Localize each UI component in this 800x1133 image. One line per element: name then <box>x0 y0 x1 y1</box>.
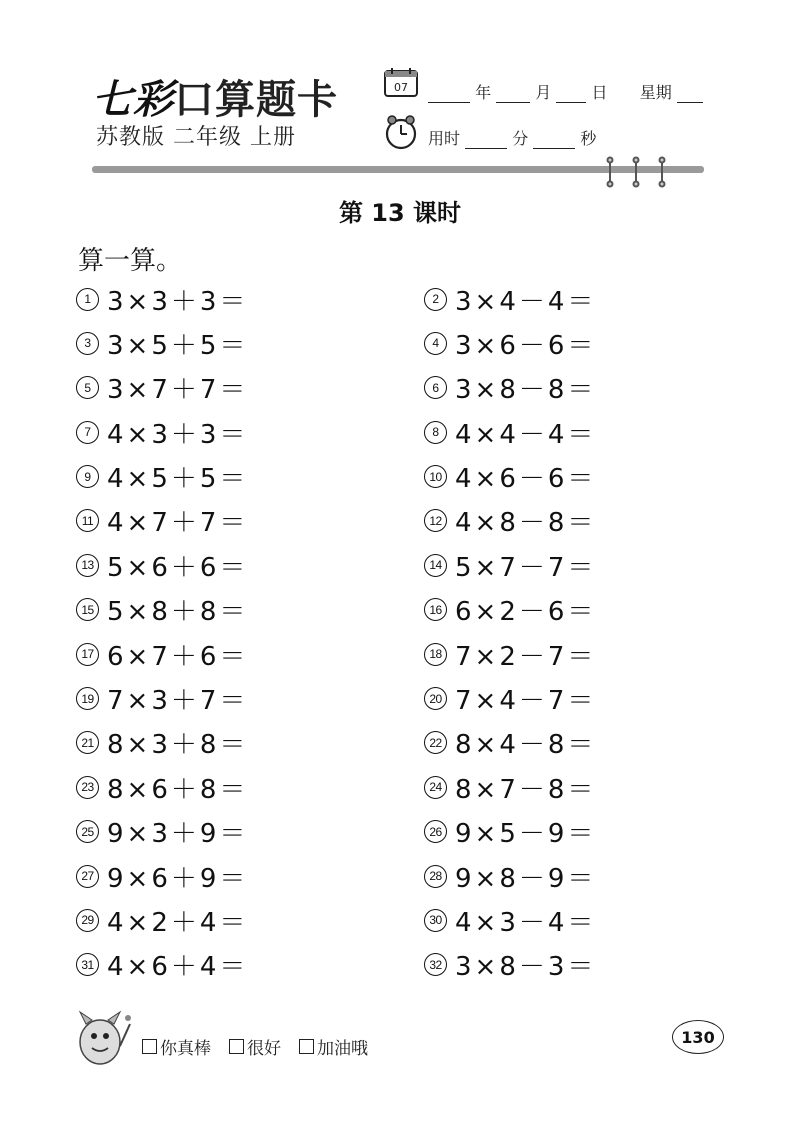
problem-number: 31 <box>76 953 99 976</box>
problem-item <box>424 371 596 405</box>
problem-number: 16 <box>424 598 447 621</box>
year-blank[interactable] <box>428 88 470 103</box>
problem-number: 7 <box>76 421 99 444</box>
problem-expression: 4×5＋5＝ <box>107 464 249 495</box>
problem-expression: 4×4－4＝ <box>455 419 597 450</box>
problem-number: 19 <box>76 687 99 710</box>
problem-row <box>76 726 636 770</box>
problem-expression: 7×3＋7＝ <box>107 686 249 717</box>
problem-row <box>76 815 636 859</box>
problem-number: 21 <box>76 731 99 754</box>
problem-number: 5 <box>76 376 99 399</box>
problem-expression: 3×3＋3＝ <box>107 286 249 317</box>
problem-expression: 8×4－8＝ <box>455 730 597 761</box>
problem-item <box>76 326 248 360</box>
problem-item <box>424 815 596 849</box>
problem-item <box>424 948 596 982</box>
problem-item <box>76 637 248 671</box>
seconds-blank[interactable] <box>533 134 575 149</box>
problem-item <box>424 903 596 937</box>
mascot-icon <box>72 1006 134 1070</box>
problem-expression: 8×7－8＝ <box>455 774 597 805</box>
rating-label: 你真棒 <box>160 1039 211 1059</box>
brand-title-first: 七彩 <box>92 76 174 123</box>
problem-item <box>76 859 248 893</box>
problem-item <box>424 460 596 494</box>
problem-expression: 3×8－3＝ <box>455 952 597 983</box>
problem-number: 27 <box>76 865 99 888</box>
problem-item <box>424 548 596 582</box>
problem-expression: 3×4－4＝ <box>455 286 597 317</box>
problem-item <box>76 815 248 849</box>
problem-item <box>424 682 596 716</box>
problem-number: 17 <box>76 643 99 666</box>
calendar-icon <box>383 66 419 98</box>
problem-item <box>424 504 596 538</box>
problem-item <box>76 504 248 538</box>
problem-item <box>76 903 248 937</box>
problem-number: 28 <box>424 865 447 888</box>
day-blank[interactable] <box>556 88 586 103</box>
month-blank[interactable] <box>496 88 530 103</box>
problem-number: 6 <box>424 376 447 399</box>
problem-item <box>76 415 248 449</box>
instruction-text: 算一算。 <box>78 246 183 276</box>
problem-number: 26 <box>424 820 447 843</box>
problem-row <box>76 859 636 903</box>
binder-pins-icon <box>598 156 678 188</box>
month-label: 月 <box>535 83 552 102</box>
problem-row <box>76 548 636 592</box>
rating-option[interactable] <box>142 1034 211 1059</box>
problem-row <box>76 371 636 415</box>
time-fill-line <box>428 126 596 149</box>
minute-label: 分 <box>512 129 529 148</box>
problem-expression: 5×6＋6＝ <box>107 552 249 583</box>
problem-number: 14 <box>424 554 447 577</box>
problem-number: 2 <box>424 288 447 311</box>
problem-number: 15 <box>76 598 99 621</box>
problem-grid <box>76 282 636 992</box>
time-used-label: 用时 <box>428 129 461 148</box>
year-label: 年 <box>475 83 492 102</box>
problem-item <box>76 682 248 716</box>
problem-number: 4 <box>424 332 447 355</box>
problem-expression: 7×4－7＝ <box>455 686 597 717</box>
problem-expression: 4×2＋4＝ <box>107 907 249 938</box>
problem-item <box>76 948 248 982</box>
problem-row <box>76 415 636 459</box>
self-rating <box>142 1034 368 1059</box>
problem-row <box>76 593 636 637</box>
weekday-label: 星期 <box>639 83 672 102</box>
problem-expression: 9×8－9＝ <box>455 863 597 894</box>
problem-number: 30 <box>424 909 447 932</box>
minutes-blank[interactable] <box>465 134 507 149</box>
problem-item <box>76 282 248 316</box>
problem-item <box>424 859 596 893</box>
problem-expression: 4×6－6＝ <box>455 464 597 495</box>
rating-option[interactable] <box>299 1034 368 1059</box>
problem-row <box>76 504 636 548</box>
problem-number: 22 <box>424 731 447 754</box>
problem-number: 13 <box>76 554 99 577</box>
problem-expression: 9×6＋9＝ <box>107 863 249 894</box>
problem-item <box>76 548 248 582</box>
problem-expression: 8×6＋8＝ <box>107 774 249 805</box>
brand-title-rest: 口算题卡 <box>174 76 338 123</box>
page-number: 130 <box>672 1020 724 1054</box>
problem-expression: 3×8－8＝ <box>455 375 597 406</box>
problem-number: 11 <box>76 509 99 532</box>
brand-title <box>92 68 338 125</box>
checkbox-icon[interactable] <box>142 1039 157 1054</box>
problem-number: 10 <box>424 465 447 488</box>
problem-number: 12 <box>424 509 447 532</box>
problem-row <box>76 326 636 370</box>
rating-label: 很好 <box>247 1039 281 1059</box>
problem-item <box>424 726 596 760</box>
problem-expression: 4×6＋4＝ <box>107 952 249 983</box>
problem-row <box>76 637 636 681</box>
problem-item <box>424 593 596 627</box>
problem-expression: 4×7＋7＝ <box>107 508 249 539</box>
lesson-title: 第 13 课时 <box>338 199 462 227</box>
problem-number: 18 <box>424 643 447 666</box>
clock-icon <box>383 114 419 150</box>
problem-item <box>424 282 596 316</box>
rating-option[interactable] <box>229 1034 281 1059</box>
problem-number: 20 <box>424 687 447 710</box>
problem-number: 24 <box>424 776 447 799</box>
checkbox-icon[interactable] <box>229 1039 244 1054</box>
rating-label: 加油哦 <box>317 1039 368 1059</box>
problem-expression: 3×7＋7＝ <box>107 375 249 406</box>
problem-item <box>76 460 248 494</box>
problem-expression: 9×3＋9＝ <box>107 819 249 850</box>
problem-item <box>424 415 596 449</box>
problem-row <box>76 460 636 504</box>
calendar-day: 07 <box>394 81 408 94</box>
problem-number: 32 <box>424 953 447 976</box>
problem-number: 25 <box>76 820 99 843</box>
problem-row <box>76 903 636 947</box>
problem-item <box>76 726 248 760</box>
problem-number: 9 <box>76 465 99 488</box>
problem-row <box>76 770 636 814</box>
checkbox-icon[interactable] <box>299 1039 314 1054</box>
problem-number: 29 <box>76 909 99 932</box>
second-label: 秒 <box>580 129 597 148</box>
problem-expression: 8×3＋8＝ <box>107 730 249 761</box>
problem-item <box>76 593 248 627</box>
problem-item <box>424 326 596 360</box>
problem-expression: 9×5－9＝ <box>455 819 597 850</box>
problem-item <box>76 770 248 804</box>
problem-expression: 5×8＋8＝ <box>107 597 249 628</box>
problem-expression: 4×3－4＝ <box>455 907 597 938</box>
problem-row <box>76 282 636 326</box>
problem-expression: 6×2－6＝ <box>455 597 597 628</box>
problem-row <box>76 948 636 992</box>
problem-expression: 4×8－8＝ <box>455 508 597 539</box>
problem-item <box>424 637 596 671</box>
problem-expression: 6×7＋6＝ <box>107 641 249 672</box>
problem-number: 8 <box>424 421 447 444</box>
date-fill-line <box>428 80 703 103</box>
problem-expression: 5×7－7＝ <box>455 552 597 583</box>
problem-expression: 7×2－7＝ <box>455 641 597 672</box>
problem-expression: 4×3＋3＝ <box>107 419 249 450</box>
problem-row <box>76 682 636 726</box>
problem-expression: 3×6－6＝ <box>455 330 597 361</box>
problem-item <box>424 770 596 804</box>
problem-item <box>76 371 248 405</box>
problem-expression: 3×5＋5＝ <box>107 330 249 361</box>
problem-number: 1 <box>76 288 99 311</box>
problem-number: 23 <box>76 776 99 799</box>
edition-label: 苏教版 二年级 上册 <box>96 125 296 150</box>
problem-number: 3 <box>76 332 99 355</box>
weekday-blank[interactable] <box>677 88 703 103</box>
day-label: 日 <box>591 83 608 102</box>
